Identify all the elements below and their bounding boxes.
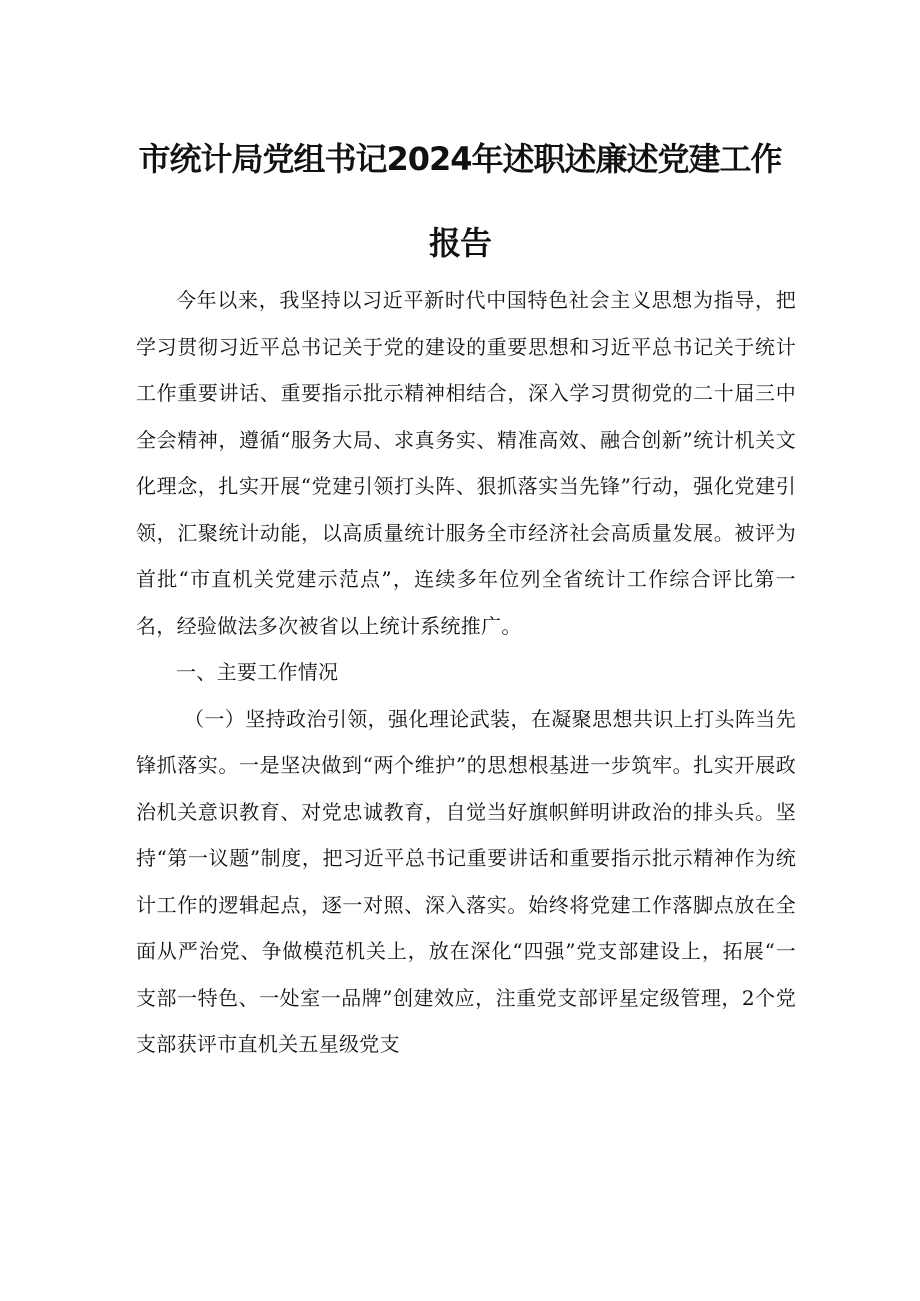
document-title-line-1: 市统计局党组书记2024年述职述廉述党建工作 [138,140,782,178]
document-title-line-2: 报告 [428,224,491,262]
section-heading-main-work: 一、主要工作情况 [176,660,339,684]
document-body [136,277,796,1068]
intro-paragraph: 今年以来，我坚持以习近平新时代中国特色社会主义思想为指导，把学习贯彻习近平总书记关于党的建设的重要思想和习近平总书记关于统计工作重要讲话、重要指示批示精神相结合，深入学习贯彻党的二十届三中全会精神，遵循“服务大局、求真务实、精准高效、融合创新”统计机关文化理念，扎实开展“党建引领打头阵、狠抓落实当先锋”行动，强化党建引领，汇聚统计动能，以高质量统计服务全市经济社会高质量发展。被评为首批“市直机关党建示范点”，连续多年位列全省统计工作综合评比第一名，经验做法多次被省以上统计系统推广。 [136,288,796,638]
subsection-paragraph-political-guidance: （一）坚持政治引领，强化理论武装，在凝聚思想共识上打头阵当先锋抓落实。一是坚决做到“两个维护”的思想根基进一步筑牢。扎实开展政治机关意识教育、对党忠诚教育，自觉当好旗帜鲜明讲政治的排头兵。坚持“第一议题”制度，把习近平总书记重要讲话和重要指示批示精神作为统计工作的逻辑起点，逐一对照、深入落实。始终将党建工作落脚点放在全面从严治党、争做模范机关上，放在深化“四强”党支部建设上，拓展“一支部一特色、一处室一品牌”创建效应，注重党支部评星定级管理，2个党支部获评市直机关五星级党支 [136,706,796,1056]
